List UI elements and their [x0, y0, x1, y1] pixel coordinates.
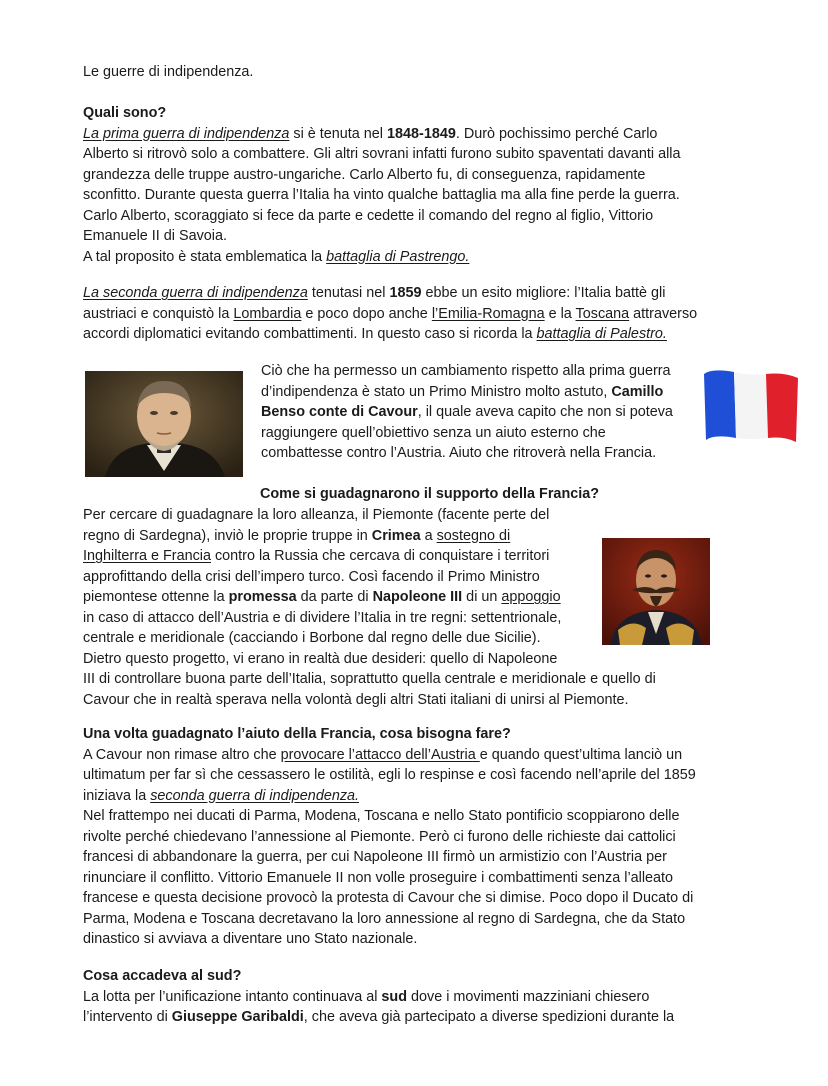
paragraph-line: Nel frattempo nei ducati di Parma, Modena, Toscana e nello Stato pontificio scoppiarono delle: [83, 808, 680, 824]
text-run: dove i movimenti mazziniani chiesero: [407, 988, 650, 1005]
paragraph-line: Per cercare di guadagnare la loro alleanza, il Piemonte (facente perte del: [83, 507, 550, 523]
text-run: si è tenuta nel: [289, 125, 388, 142]
paragraph-line: [83, 247, 723, 268]
text-run: e poco dopo anche: [301, 305, 432, 322]
link-battle-palestro[interactable]: battaglia di Palestro.: [536, 326, 667, 342]
text-run: . Durò pochissimo perché Carlo: [455, 125, 658, 142]
paragraph-line: Ciò che ha permesso un cambiamento rispetto alla prima guerra: [261, 363, 671, 379]
paragraph-line: Parma, Modena e Toscana decretavano la loro annessione al regno di Sardegna, che da Stato: [83, 910, 686, 927]
text-run: piemontese ottenne la: [83, 589, 229, 605]
section-second-war: [83, 283, 723, 345]
link-lombardia[interactable]: Lombardia: [233, 305, 302, 322]
cavour-portrait-image: [85, 371, 243, 477]
link-toscana[interactable]: Toscana: [575, 305, 630, 322]
section-heading: Cosa accadeva al sud?: [83, 968, 242, 984]
section-south: [83, 966, 723, 1028]
text-run: l’intervento di: [83, 1009, 172, 1025]
paragraph-line: [83, 304, 723, 325]
paragraph-line: centrale e meridionale (cacciando i Borbone dal regno delle due Sicilie).: [83, 630, 541, 646]
paragraph-line: dinastico si avviava a diventare uno Stato nazionale.: [83, 931, 418, 947]
paragraph-line: combattesse contro l’Austria. Aiuto che ritroverà nella Francia.: [261, 445, 657, 461]
text-run: , il quale aveva capito che non si poteva: [417, 404, 673, 420]
text-run: di un: [462, 589, 502, 605]
paragraph-line: raggiungere quell’obiettivo senza un aiuto esterno che: [261, 424, 606, 441]
link-battle-pastrengo[interactable]: battaglia di Pastrengo.: [326, 248, 470, 265]
paragraph-line: [83, 283, 723, 304]
link-provocare-attacco[interactable]: provocare l’attacco dell’Austria: [280, 746, 480, 763]
section-heading-france: Come si guadagnarono il supporto della Francia?: [260, 486, 600, 502]
french-flag-image: [700, 364, 802, 446]
paragraph-line: rivolte perché chiedevano l’annessione al Piemonte. Però ci furono delle richieste dai cattolici: [83, 828, 676, 845]
text-run: ebbe un esito migliore: l’Italia battè gli: [421, 285, 666, 301]
paragraph-line: Carlo Alberto, scoraggiato si fece da parte e cedette il comando del regno al figlio, Vittorio: [83, 207, 654, 224]
paragraph-line: [83, 124, 723, 145]
document-title: Le guerre di indipendenza.: [83, 64, 254, 80]
text-run: accordi diplomatici evitando combattimenti. In questo caso si ricorda la: [83, 326, 537, 342]
text-run: e la: [544, 305, 576, 322]
section-heading: Quali sono?: [83, 105, 167, 121]
paragraph-line: ultimatum per far sì che cessassero le ostilità, egli lo respinse e così facendo nell’aprile del 1859: [83, 767, 696, 783]
link-second-war-2[interactable]: seconda guerra di indipendenza.: [150, 787, 360, 804]
paragraph-line: in caso di attacco dell’Austria e di dividere l’Italia in tre regni: settentrionale,: [83, 609, 562, 626]
name-bold: Napoleone III: [372, 589, 463, 605]
paragraph-line: [83, 1007, 723, 1028]
paragraph-line: Dietro questo progetto, vi erano in realtà due desideri: quello di Napoleone: [83, 650, 558, 667]
paragraph-line: [83, 987, 723, 1008]
paragraph-line: Alberto si ritrovò solo a combattere. Gli altri sovrani infatti furono subito spaventati davanti alla: [83, 146, 681, 162]
text-run: A tal proposito è stata emblematica la: [83, 248, 327, 265]
link-second-war[interactable]: La seconda guerra di indipendenza: [83, 285, 308, 301]
text-run: da parte di: [296, 589, 373, 605]
text-run: iniziava la: [83, 787, 151, 804]
date-bold: 1859: [389, 285, 422, 301]
link-appoggio[interactable]: appoggio: [501, 589, 561, 605]
text-run: A Cavour non rimase altro che: [83, 746, 281, 763]
paragraph-line: [83, 786, 723, 807]
paragraph-line: [261, 382, 701, 403]
date-bold: 1848-1849: [387, 125, 456, 142]
paragraph-line: francesi di abbandonare la guerra, per cui Napoleone III firmò un armistizio con l’Austria per: [83, 849, 667, 865]
link-first-war[interactable]: La prima guerra di indipendenza: [83, 125, 290, 142]
paragraph-line: francese e questa decisione provocò la protesta di Cavour che si dimise. Poco dopo il Ducato di: [83, 890, 694, 906]
text-run: austriaci e conquistò la: [83, 305, 234, 322]
name-bold: Benso conte di Cavour: [261, 404, 418, 420]
paragraph-line: [83, 745, 723, 766]
section-first-war: [83, 103, 723, 267]
keyword-bold: sud: [381, 988, 407, 1005]
paragraph-line: III di controllare buona parte dell’Italia, soprattutto quella centrale e meridionale e quello di: [83, 671, 656, 687]
text-run: La lotta per l’unificazione intanto continuava al: [83, 988, 382, 1005]
text-run: a: [420, 527, 437, 544]
paragraph-line: Cavour che in realtà sperava nella volontà degli altri Stati italiani di unirsi al Piemonte.: [83, 691, 629, 708]
text-run: attraverso: [629, 305, 698, 322]
section-after-france: [83, 724, 723, 950]
name-bold: Camillo: [611, 383, 664, 400]
text-run: , che aveva già partecipato a diverse spedizioni durante la: [303, 1009, 675, 1025]
paragraph-line: [83, 324, 723, 345]
paragraph-line: approfittando della crisi dell’impero turco. Così facendo il Primo Ministro: [83, 568, 540, 585]
name-bold: Giuseppe Garibaldi: [171, 1009, 304, 1025]
text-run: e quando quest’ultima lanciò un: [479, 746, 683, 763]
link-emilia-romagna[interactable]: l’Emilia-Romagna: [431, 305, 545, 322]
text-run: contro la Russia che cercava di conquistare i territori: [210, 548, 550, 564]
place-bold: Crimea: [371, 527, 421, 544]
paragraph-line: Emanuele II di Savoia.: [83, 228, 227, 244]
text-run: tenutasi nel: [307, 285, 390, 301]
section-heading: Una volta guadagnato l’aiuto della Francia, cosa bisogna fare?: [83, 726, 511, 742]
keyword-bold: promessa: [228, 589, 297, 605]
paragraph-line: rinunciare il conflitto. Vittorio Emanuele II non volle proseguire i combattimenti senza l’alleato: [83, 869, 674, 886]
napoleon-iii-portrait-image: [602, 538, 710, 645]
link-sostegno[interactable]: sostegno di: [436, 527, 511, 544]
text-run: regno di Sardegna), inviò le proprie truppe in: [83, 527, 372, 544]
paragraph-line: grandezza delle truppe austro-ungariche. Carlo Alberto fu, di conseguenza, rapidamente: [83, 166, 646, 183]
paragraph-line: [261, 402, 701, 423]
section-cavour: [261, 361, 701, 464]
paragraph-line: sconfitto. Durante questa guerra l’Italia ha vinto qualche battaglia ma alla fine perde la guerra.: [83, 187, 680, 203]
link-inghilterra-francia[interactable]: Inghilterra e Francia: [83, 548, 211, 564]
text-run: d’indipendenza è stato un Primo Ministro molto astuto,: [261, 383, 612, 400]
